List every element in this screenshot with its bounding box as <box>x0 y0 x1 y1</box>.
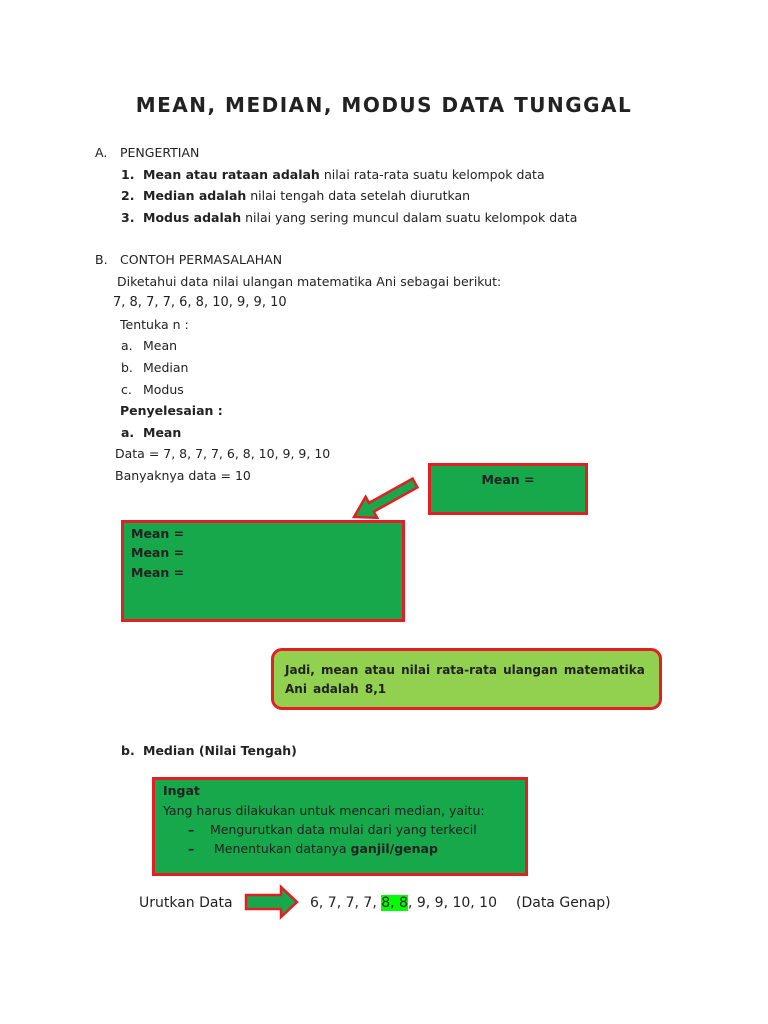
conclusion-line: Ani adalah 8,1 <box>285 682 387 696</box>
definition-text: nilai tengah data setelah diurutkan <box>246 188 471 203</box>
reminder-bullet-bold: ganjil/genap <box>350 841 438 856</box>
page-title: MEAN, MEDIAN, MODUS DATA TUNGGAL <box>135 93 633 117</box>
task-label: Modus <box>143 382 184 397</box>
mean-data-line: Data = 7, 8, 7, 7, 6, 8, 10, 9, 9, 10 <box>115 446 331 461</box>
definition-mean <box>143 167 545 183</box>
definition-text: nilai yang sering muncul dalam suatu kelompok data <box>241 210 578 225</box>
reminder-bullet-text: Menentukan datanya <box>214 841 351 856</box>
median-part-marker: b. <box>121 743 135 758</box>
section-a-heading: PENGERTIAN <box>120 145 200 160</box>
definition-term: Median adalah <box>143 188 247 203</box>
sorted-data-middle-highlight: 8, 8 <box>381 895 408 911</box>
conclusion-line: Jadi, mean atau nilai rata-rata ulangan matematika <box>285 663 645 677</box>
reminder-text: Yang harus dilakukan untuk mencari median, yaitu: <box>163 803 485 818</box>
mean-part-marker: a. <box>121 425 135 440</box>
task-label: Mean <box>143 338 178 353</box>
definition-number: 3. <box>121 210 135 225</box>
mean-step: Mean = <box>131 565 185 580</box>
task-marker: b. <box>121 360 133 375</box>
median-part-heading: Median (Nilai Tengah) <box>143 743 297 758</box>
task-label: Median <box>143 360 189 375</box>
definition-term: Modus adalah <box>143 210 242 225</box>
right-arrow-shape <box>246 887 297 917</box>
mean-conclusion-box <box>271 648 662 710</box>
solution-heading: Penyelesaian : <box>120 403 223 418</box>
mean-steps-box <box>121 520 405 622</box>
task-marker: a. <box>121 338 133 353</box>
definition-median <box>143 188 470 204</box>
problem-prompt: Tentuka n : <box>120 317 189 332</box>
mean-formula-label: Mean = <box>481 472 535 487</box>
reminder-bullet <box>214 841 438 857</box>
mean-formula-box <box>428 463 588 515</box>
sort-label: Urutkan Data <box>139 895 233 911</box>
sorted-data-after: , 9, 9, 10, 10 <box>407 895 497 911</box>
definition-term: Mean atau rataan adalah <box>143 167 320 182</box>
mean-count-line: Banyaknya data = 10 <box>115 468 251 483</box>
task-marker: c. <box>121 382 132 397</box>
section-b-heading: CONTOH PERMASALAHAN <box>120 252 283 267</box>
mean-part-heading: Mean <box>143 425 182 440</box>
down-left-arrow-shape <box>354 479 417 518</box>
definition-number: 2. <box>121 188 135 203</box>
mean-step: Mean = <box>131 545 185 560</box>
data-parity-note: (Data Genap) <box>516 895 611 911</box>
definition-number: 1. <box>121 167 135 182</box>
section-a-marker: A. <box>95 145 108 160</box>
median-reminder-box <box>152 777 528 876</box>
section-b-marker: B. <box>95 252 108 267</box>
mean-step: Mean = <box>131 526 185 541</box>
sorted-data <box>310 893 497 913</box>
sorted-data-before: 6, 7, 7, 7, <box>310 895 382 911</box>
reminder-title: Ingat <box>163 783 200 798</box>
reminder-bullet-text: Mengurutkan data mulai dari yang terkecil <box>210 822 477 837</box>
definition-modus <box>143 210 577 226</box>
reminder-bullet <box>210 822 477 838</box>
reminder-bullet-dash: – <box>188 841 195 856</box>
definition-text: nilai rata-rata suatu kelompok data <box>319 167 545 182</box>
problem-data: 7, 8, 7, 7, 6, 8, 10, 9, 9, 10 <box>113 295 287 310</box>
problem-intro: Diketahui data nilai ulangan matematika Ani sebagai berikut: <box>117 274 502 289</box>
reminder-bullet-dash: – <box>188 822 195 837</box>
right-arrow-icon <box>243 884 301 920</box>
